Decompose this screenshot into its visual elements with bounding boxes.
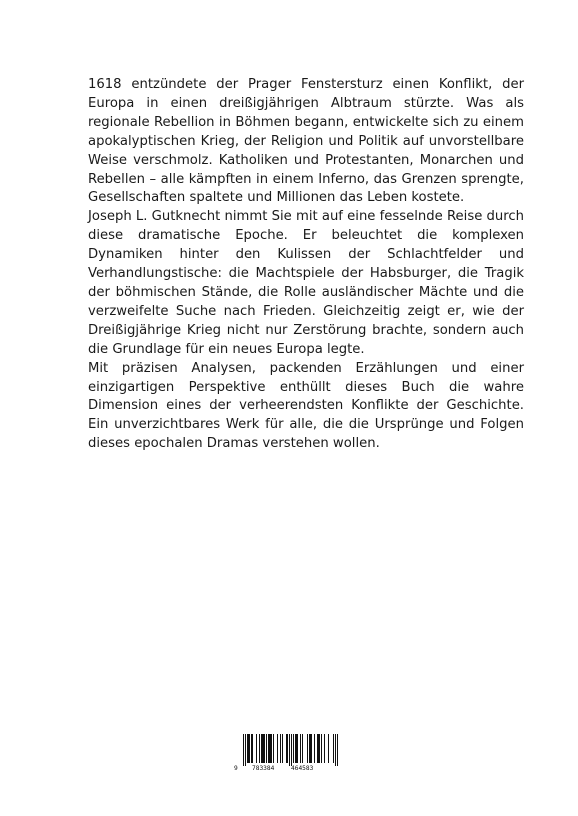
barcode-bar: [268, 734, 272, 763]
barcode-bar: [302, 734, 303, 763]
barcode-bar: [324, 734, 325, 763]
barcode-bar: [280, 734, 281, 763]
barcode-bar: [309, 734, 312, 763]
barcode-bar: [259, 734, 260, 763]
barcode-bar: [251, 734, 253, 763]
barcode-bar: [289, 734, 290, 766]
barcode-graphic: [233, 734, 341, 772]
blurb-paragraph-2: Joseph L. Gutknecht nimmt Sie mit auf eine fesselnde Reise durch diese dramatische Epoche. Er beleuchtet die komplexen Dynamiken hinter den Kulissen der Schlachtfelder und Verhandlungstische: die Machtspiele der Habsburger, die Tragik der böhmischen Stände, die Rolle ausländischer Mächte und die verzweifelte Suche nach Frieden. Gleichzeitig zeigt er, wie der Dreißigjährige Krieg nicht nur Zerstörung brachte, sondern auch die Grundlage für ein neues Europa legte.: [88, 209, 524, 357]
barcode-bar: [261, 734, 265, 763]
barcode-bar: [333, 734, 334, 763]
barcode-bars: [243, 734, 338, 766]
barcode-bar: [300, 734, 301, 763]
barcode-bar: [321, 734, 322, 763]
barcode-bar: [256, 734, 257, 763]
barcode-bar: [337, 734, 338, 766]
barcode-bar: [273, 734, 274, 763]
blurb-paragraph-3: Mit präzisen Analysen, packenden Erzählungen und einer einzigartigen Perspektive enthüllt dieses Buch die wahre Dimension eines der verheerendsten Konflikte der Geschichte. Ein unverzichtbares Werk für alle, die die Ursprünge und Folgen dieses epochalen Dramas verstehen wollen.: [88, 360, 524, 452]
isbn-barcode: [233, 734, 341, 772]
barcode-bar: [317, 734, 320, 763]
barcode-bar: [266, 734, 267, 763]
blurb-paragraph-1: 1618 entzündete der Prager Fenstersturz einen Konflikt, der Europa in einen dreißigjährigen Albtraum stürzte. Was als regionale Rebellion in Böhmen begann, entwickelte sich zu einem apokalyptischen Krieg, der Religion und Politik auf unvorstellbare Weise verschmolz. Katholiken und Protestanten, Monarchen und Rebellen – alle kämpften in einem Inferno, das Grenzen sprengte, Gesellschaften spaltete und Millionen das Leben kostete.: [88, 77, 524, 206]
barcode-bar: [335, 734, 336, 766]
barcode-bar: [286, 734, 288, 763]
barcode-bar: [247, 734, 250, 763]
barcode-bar: [328, 734, 329, 763]
barcode-bar: [243, 734, 244, 766]
barcode-digits-right: 464583: [291, 765, 314, 772]
barcode-digits-left: 783384: [252, 765, 275, 772]
barcode-bar: [277, 734, 278, 763]
barcode-bar: [293, 734, 294, 763]
barcode-bar: [295, 734, 298, 763]
barcode-bar: [314, 734, 315, 763]
barcode-bar: [307, 734, 308, 763]
blurb-text: [88, 76, 524, 454]
barcode-digit-first: 9: [234, 765, 238, 772]
barcode-bar: [291, 734, 292, 766]
barcode-bar: [282, 734, 283, 763]
barcode-bar: [245, 734, 246, 766]
